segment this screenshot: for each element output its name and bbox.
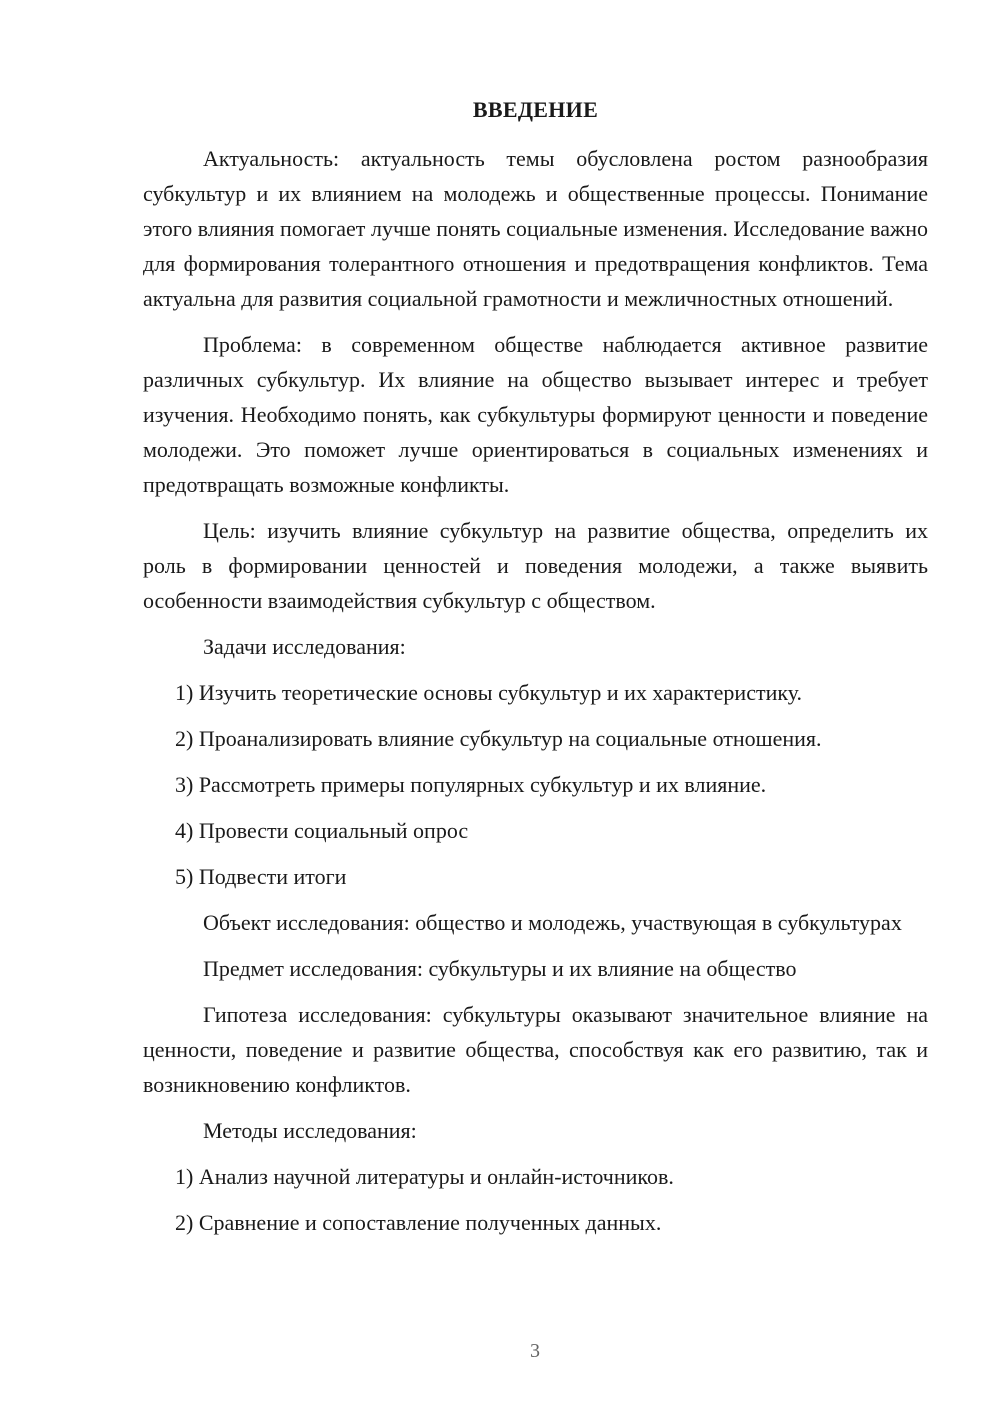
methods-title: Методы исследования:	[203, 1118, 417, 1143]
method-item-1: 1) Анализ научной литературы и онлайн-источников.	[175, 1164, 674, 1189]
page-number: 3	[530, 1340, 540, 1362]
document-page	[143, 92, 928, 1251]
goal-paragraph: Цель: изучить влияние субкультур на развитие общества, определить их роль в формировании ценностей и поведения молодежи, а также выявить особенности взаимодействия субкультур с обществом.	[143, 518, 928, 613]
subject-paragraph: Предмет исследования: субкультуры и их влияние на общество	[203, 956, 797, 981]
tasks-title: Задачи исследования:	[203, 634, 406, 659]
task-item-3: 3) Рассмотреть примеры популярных субкультур и их влияние.	[175, 772, 767, 797]
object-paragraph: Объект исследования: общество и молодежь, участвующая в субкультурах	[203, 910, 902, 935]
task-item-4: 4) Провести социальный опрос	[175, 818, 469, 843]
problem-paragraph: Проблема: в современном обществе наблюдается активное развитие различных субкультур. Их влияние на общество вызывает интерес и требует изучения. Необходимо понять, как субкультуры формируют ценности и поведение молодежи. Это поможет лучше ориентироваться в социальных изменениях и предотвращать возможные конфликты.	[143, 332, 928, 497]
method-item-2: 2) Сравнение и сопоставление полученных данных.	[175, 1210, 662, 1235]
hypothesis-paragraph: Гипотеза исследования: субкультуры оказывают значительное влияние на ценности, поведение и развитие общества, способствуя как его развитию, так и возникновению конфликтов.	[143, 1002, 928, 1097]
page-title: ВВЕДЕНИЕ	[472, 97, 599, 122]
task-item-1: 1) Изучить теоретические основы субкультур и их характеристику.	[175, 680, 803, 705]
task-item-5: 5) Подвести итоги	[175, 864, 347, 889]
relevance-paragraph: Актуальность: актуальность темы обусловлена ростом разнообразия субкультур и их влиянием на молодежь и общественные процессы. Понимание этого влияния помогает лучше понять социальные изменения. Исследование важно для формирования толерантного отношения и предотвращения конфликтов. Тема актуальна для развития социальной грамотности и межличностных отношений.	[143, 146, 928, 311]
task-item-2: 2) Проанализировать влияние субкультур на социальные отношения.	[175, 726, 822, 751]
